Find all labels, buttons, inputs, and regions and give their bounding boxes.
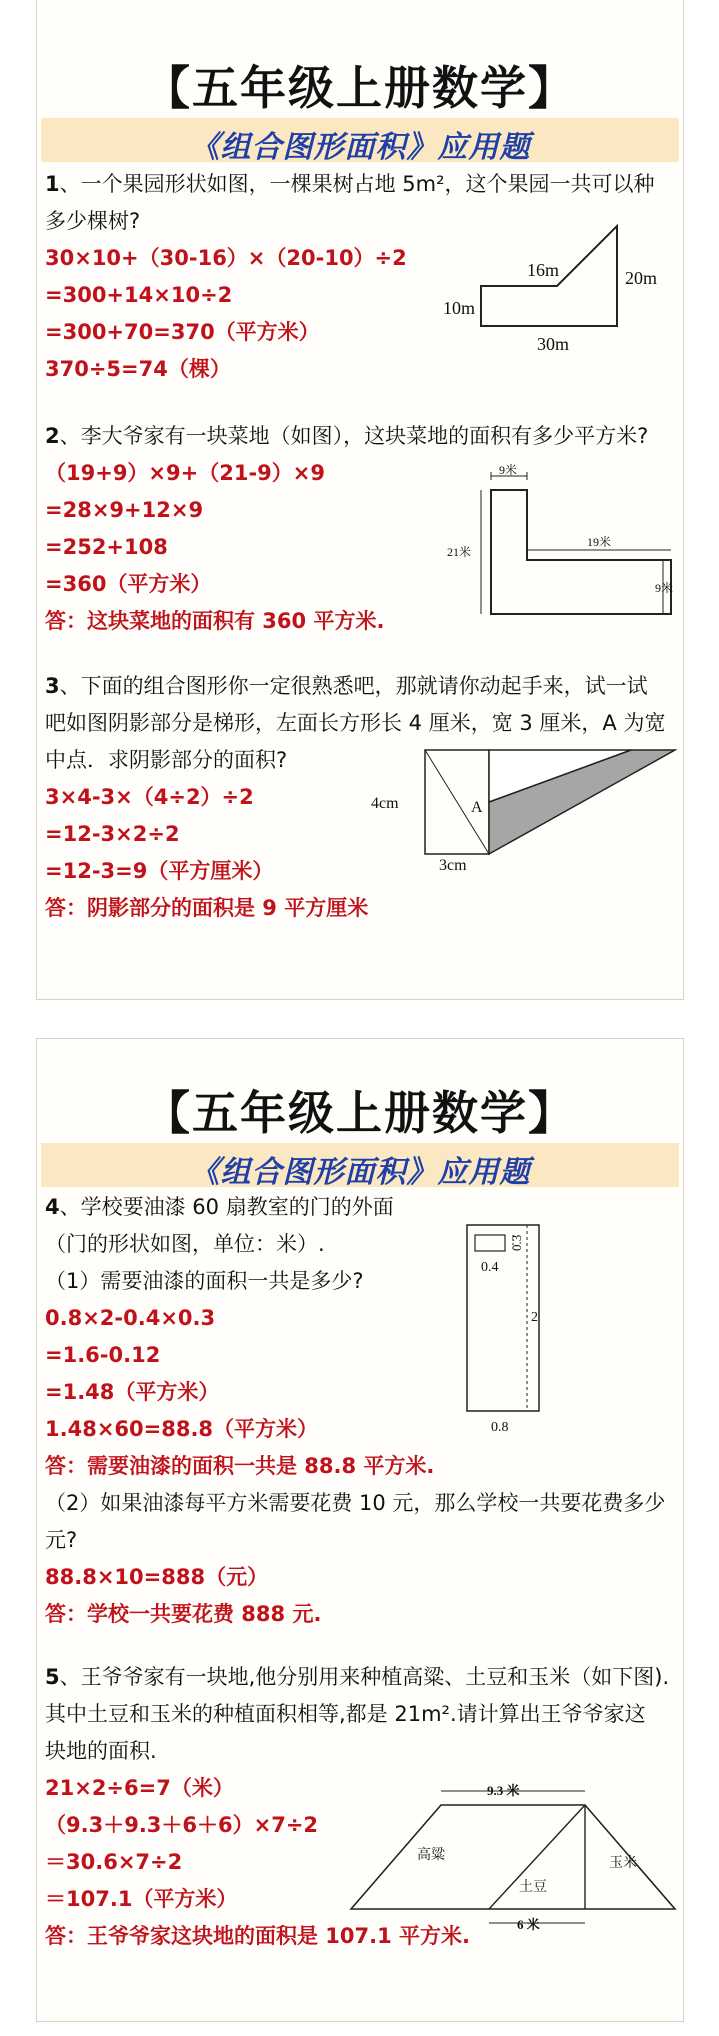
door-width-label: 0.8 [491,1420,509,1435]
q5-text-line3: 块地的面积. [45,1739,157,1763]
garden-middle-label: 19米 [587,535,612,549]
q1-step: =300+70=370（平方米） [45,320,320,344]
q3-step: =12-3=9（平方厘米） [45,859,274,883]
page-subtitle: 《组合图形面积》应用题 [189,1155,531,1190]
q4-step: 88.8×10=888（元） [45,1565,269,1589]
door-window-height-label: 0.3 [509,1234,524,1251]
q2-step: =28×9+12×9 [45,498,204,522]
q1-number: 1 [45,172,60,196]
q2-step: =252+108 [45,535,168,559]
q5-step: 21×2÷6=7（米） [45,1776,234,1800]
crop-potato-label: 土豆 [519,1880,547,1895]
crop-sorghum-label: 高粱 [417,1848,445,1863]
subtitle-band [41,1143,679,1190]
q5-text-line1: 5、王爷爷家有一块地,他分别用来种植高粱、土豆和玉米（如下图). [45,1665,670,1689]
q3-left-label: 4cm [371,795,399,812]
q1-text-line1: 1、一个果园形状如图，一棵果树占地 5m²，这个果园一共可以种 [45,172,655,196]
q3-step: =12-3×2÷2 [45,822,180,846]
q2-step: =360（平方米） [45,572,212,596]
q5-step: ＝107.1（平方米） [45,1887,238,1911]
q2-text-line1: 2、李大爷家有一块菜地（如图），这块菜地的面积有多少平方米? [45,424,649,448]
q4-step: 0.8×2-0.4×0.3 [45,1306,216,1330]
q5-step: ＝30.6×7÷2 [45,1850,183,1874]
field-bottom-label: 6 米 [517,1917,540,1932]
q4-door-figure [447,1209,597,1439]
q3-text-line1: 3、下面的组合图形你一定很熟悉吧，那就请你动起手来，试一试 [45,674,648,698]
q5-field-figure [347,1777,683,1935]
q4-sub2-line2: 元? [45,1528,78,1552]
q1-step: 370÷5=74（棵） [45,357,231,381]
q1-step: =300+14×10÷2 [45,283,233,307]
q4-step: =1.6-0.12 [45,1343,161,1367]
q2-garden-figure [427,462,677,622]
q5-number: 5 [45,1665,60,1689]
page-title: 【五年级上册数学】 [144,1086,576,1140]
q1-text-line2: 多少棵树? [45,209,141,233]
q4-step: =1.48（平方米） [45,1380,220,1404]
garden-left-label: 21米 [447,545,472,559]
subtitle-band [41,118,679,165]
q2-answer: 答：这块菜地的面积有 360 平方米. [45,609,385,633]
q1-step: 30×10+（30-16）×（20-10）÷2 [45,246,407,270]
card-1 [36,0,684,1000]
q4-answer2: 答：学校一共要花费 888 元. [45,1602,322,1626]
q3-trapezoid-figure [367,742,677,872]
q3-answer: 答：阴影部分的面积是 9 平方厘米 [45,896,369,920]
q1-orchard-figure [437,210,677,360]
q4-answer1: 答：需要油漆的面积一共是 88.8 平方米. [45,1454,435,1478]
garden-shape [491,490,671,614]
q3-text-line2: 吧如图阴影部分是梯形，左面长方形长 4 厘米，宽 3 厘米，A 为宽 [45,711,666,735]
q3-number: 3 [45,674,60,698]
q4-step: 1.48×60=88.8（平方米） [45,1417,319,1441]
q4-text-line1: 4、学校要油漆 60 扇教室的门的外面 [45,1195,394,1219]
field-top-label: 9.3 米 [487,1783,520,1798]
door-window-width-label: 0.4 [481,1260,499,1275]
orchard-top-label: 16m [527,260,560,280]
door-window [475,1235,505,1251]
door-height-label: 2 [531,1310,538,1325]
garden-right-label: 9米 [654,581,673,595]
q5-step: （9.3＋9.3＋6＋6）×7÷2 [45,1813,319,1837]
q4-sub1: （1）需要油漆的面积一共是多少? [45,1269,364,1293]
q3-text-line3: 中点．求阴影部分的面积? [45,748,288,772]
q3-step: 3×4-3×（4÷2）÷2 [45,785,254,809]
q4-text-line2: （门的形状如图，单位：米）. [45,1232,325,1256]
page-subtitle: 《组合图形面积》应用题 [189,130,531,165]
door-outline [467,1225,539,1411]
garden-top-label: 9米 [499,463,518,477]
q3-bottom-label: 3cm [439,857,467,872]
q4-sub2-line1: （2）如果油漆每平方米需要花费 10 元，那么学校一共要花费多少 [45,1491,666,1515]
q5-answer: 答：王爷爷家这块地的面积是 107.1 平方米. [45,1924,471,1948]
orchard-left-label: 10m [443,298,476,318]
q4-number: 4 [45,1195,60,1219]
card-2 [36,1038,684,2022]
q2-number: 2 [45,424,60,448]
orchard-bottom-label: 30m [537,334,570,354]
q5-text-line2: 其中土豆和玉米的种植面积相等,都是 21m².请计算出王爷爷家这 [45,1702,646,1726]
crop-corn-label: 玉米 [609,1856,637,1871]
q3-point-label: A [471,799,483,816]
page-title: 【五年级上册数学】 [144,61,576,115]
q2-step: （19+9）×9+（21-9）×9 [45,461,325,485]
orchard-right-label: 20m [625,268,658,288]
